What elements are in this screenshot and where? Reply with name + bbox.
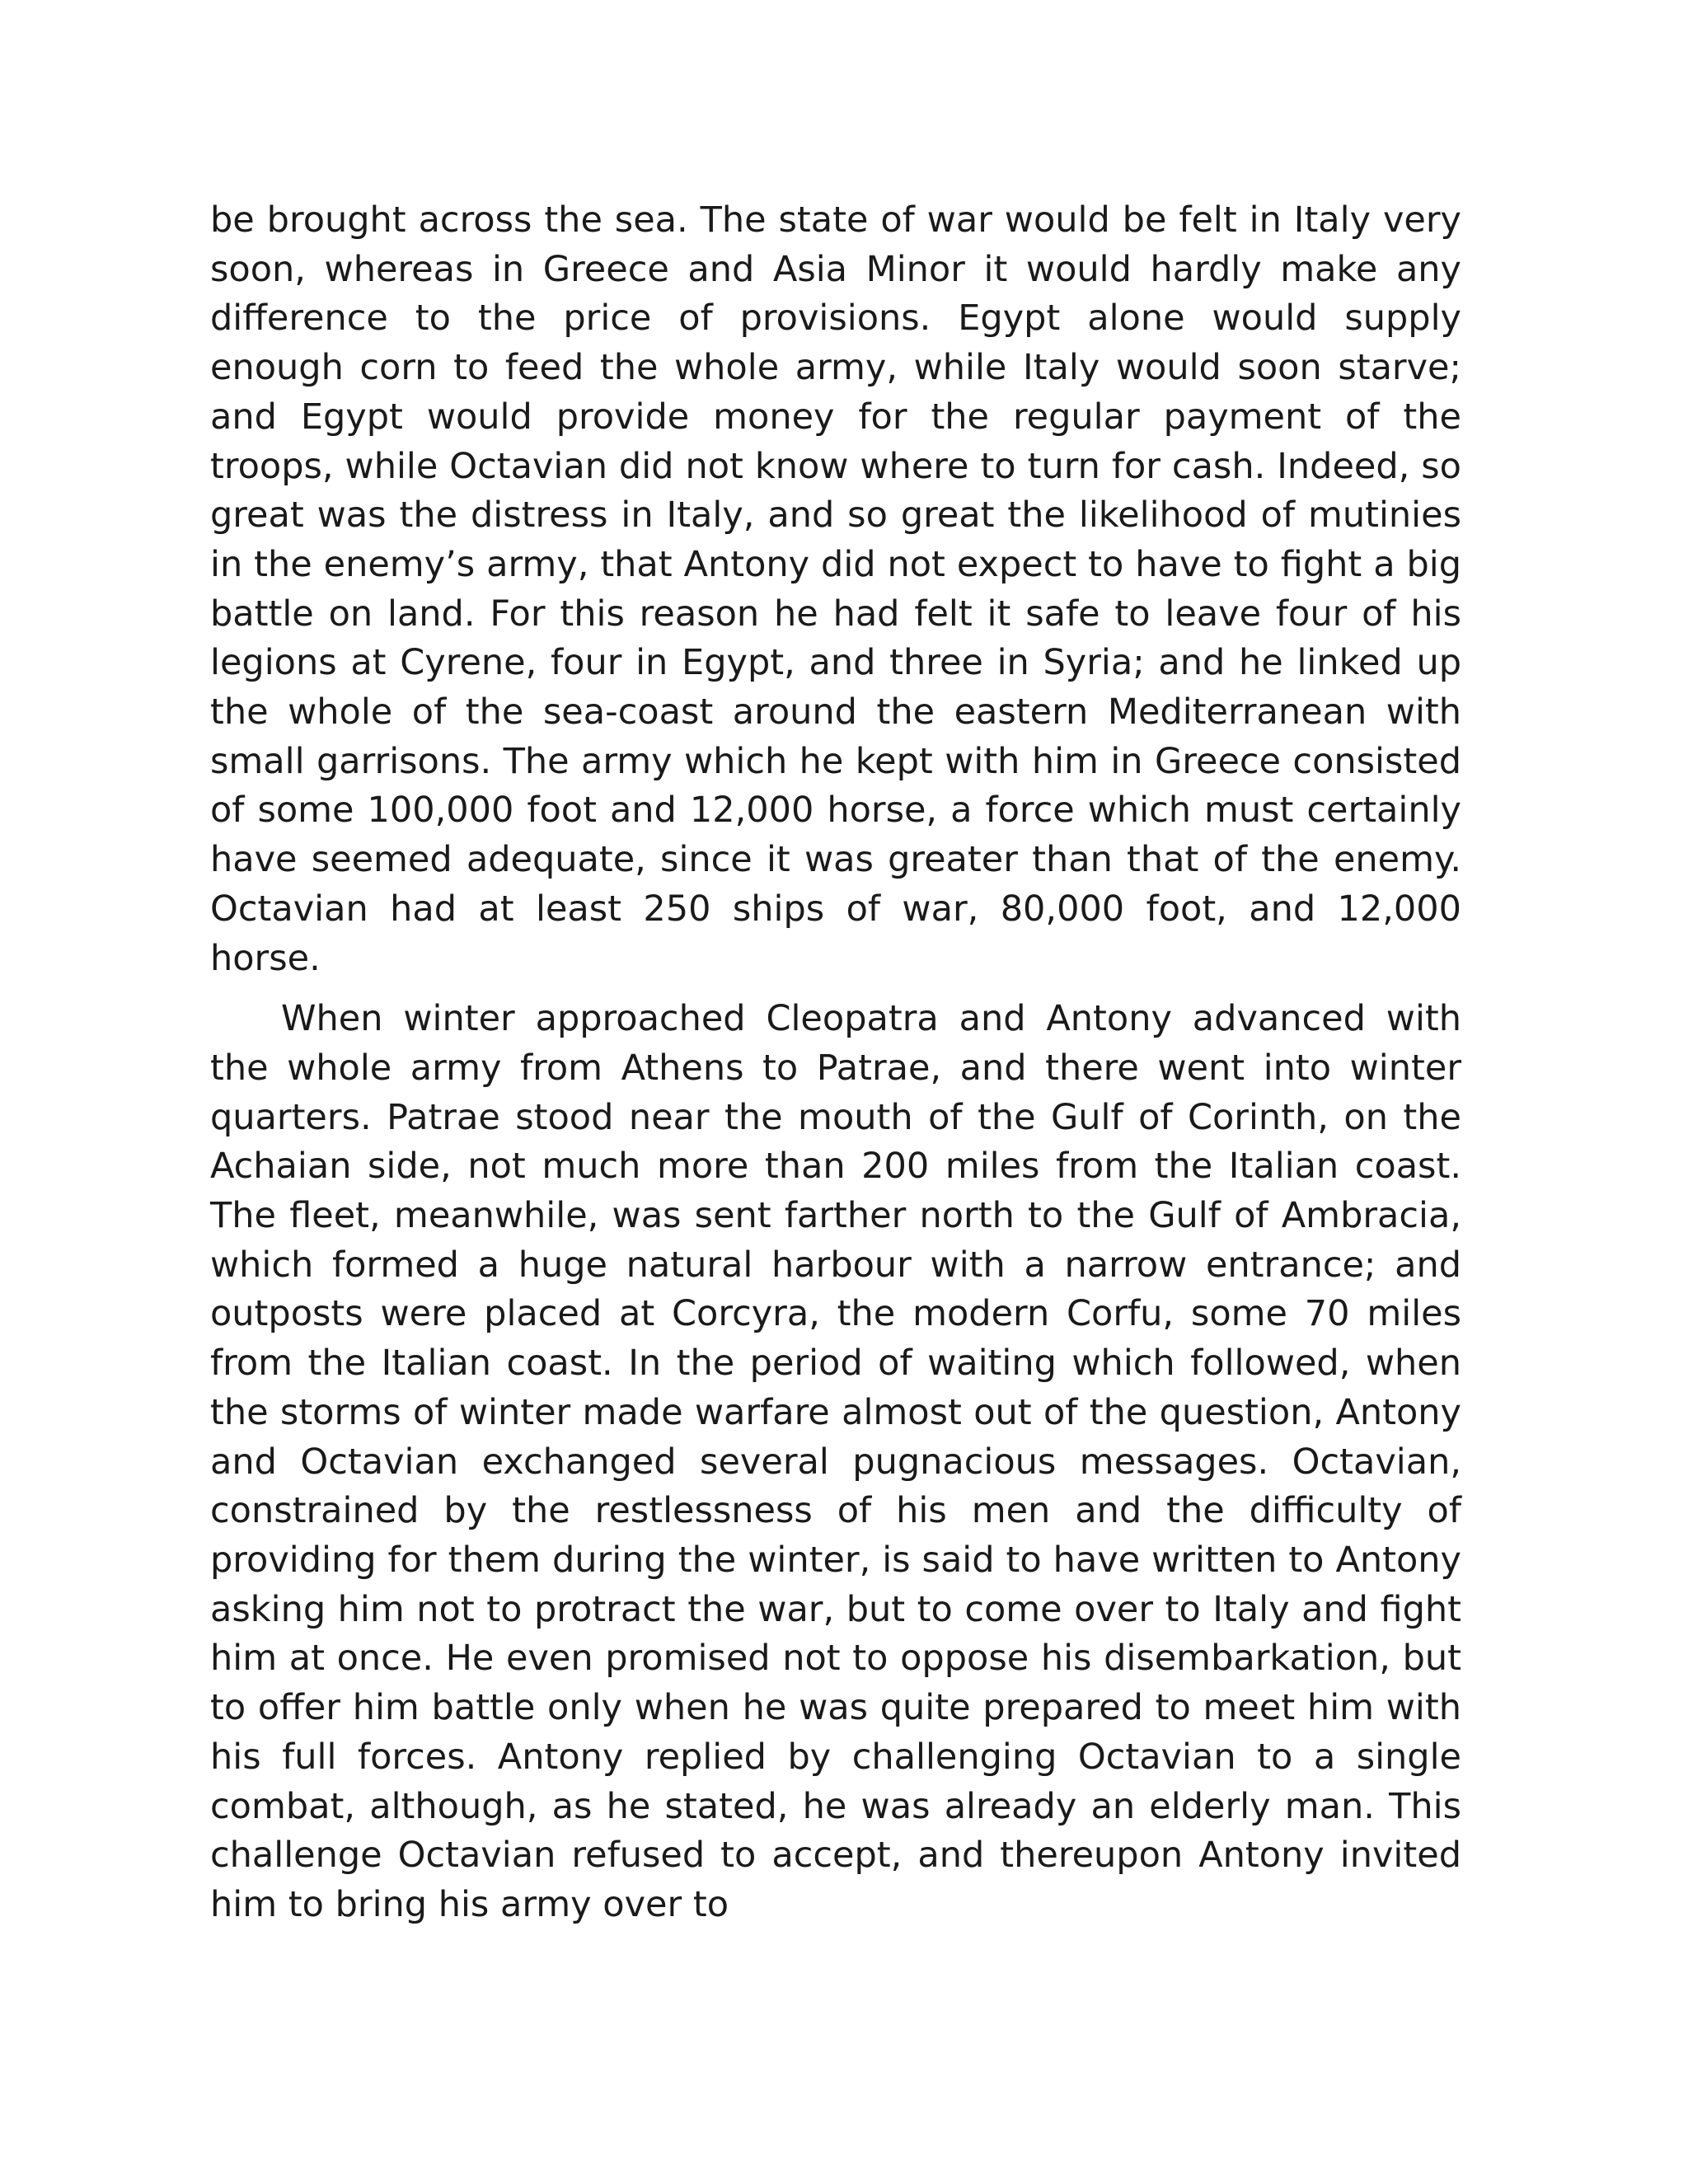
paragraph-1: be brought across the sea. The state of war would be felt in Italy very soon, whereas in Greece and Asia Minor it would hardly make any difference to the price of provisions. Egypt alone would supply enough corn to feed the whole army, while Italy would soon starve; and Egypt would provide money for the regular payment of the troops, while Octavian did not know where to turn for cash. Indeed, so great was the distress in Italy, and so great the likelihood of mutinies in the enemy’s army, that Antony did not expect to have to fight a big battle on land. For this reason he had felt it safe to leave four of his legions at Cyrene, four in Egypt, and three in Syria; and he linked up the whole of the sea-coast around the eastern Mediterranean with small garrisons. The army which he kept with him in Greece consisted of some 100,000 foot and 12,000 horse, a force which must certainly have seemed adequate, since it was greater than that of the enemy. Octavian had at least 250 ships of war, 80,000 foot, and 12,000 horse. <box>210 199 1461 979</box>
paragraph-2: When winter approached Cleopatra and Antony advanced with the whole army from Athens to Patrae, and there went into winter quarters. Patrae stood near the mouth of the Gulf of Corinth, on the Achaian side, not much more than 200 miles from the Italian coast. The fleet, meanwhile, was sent farther north to the Gulf of Ambracia, which formed a huge natural harbour with a narrow entrance; and outposts were placed at Corcyra, the modern Corfu, some 70 miles from the Italian coast. In the period of waiting which followed, when the storms of winter made warfare almost out of the question, Antony and Octavian exchanged several pugnacious messages. Octavian, constrained by the restlessness of his men and the difficulty of providing for them during the winter, is said to have written to Antony asking him not to protract the war, but to come over to Italy and fight him at once. He even promised not to oppose his disembarkation, but to offer him battle only when he was quite prepared to meet him with his full forces. Antony replied by challenging Octavian to a single combat, although, as he stated, he was already an elderly man. This challenge Octavian refused to accept, and thereupon Antony invited him to bring his army over to <box>210 998 1461 1925</box>
body-text <box>210 196 1461 1930</box>
